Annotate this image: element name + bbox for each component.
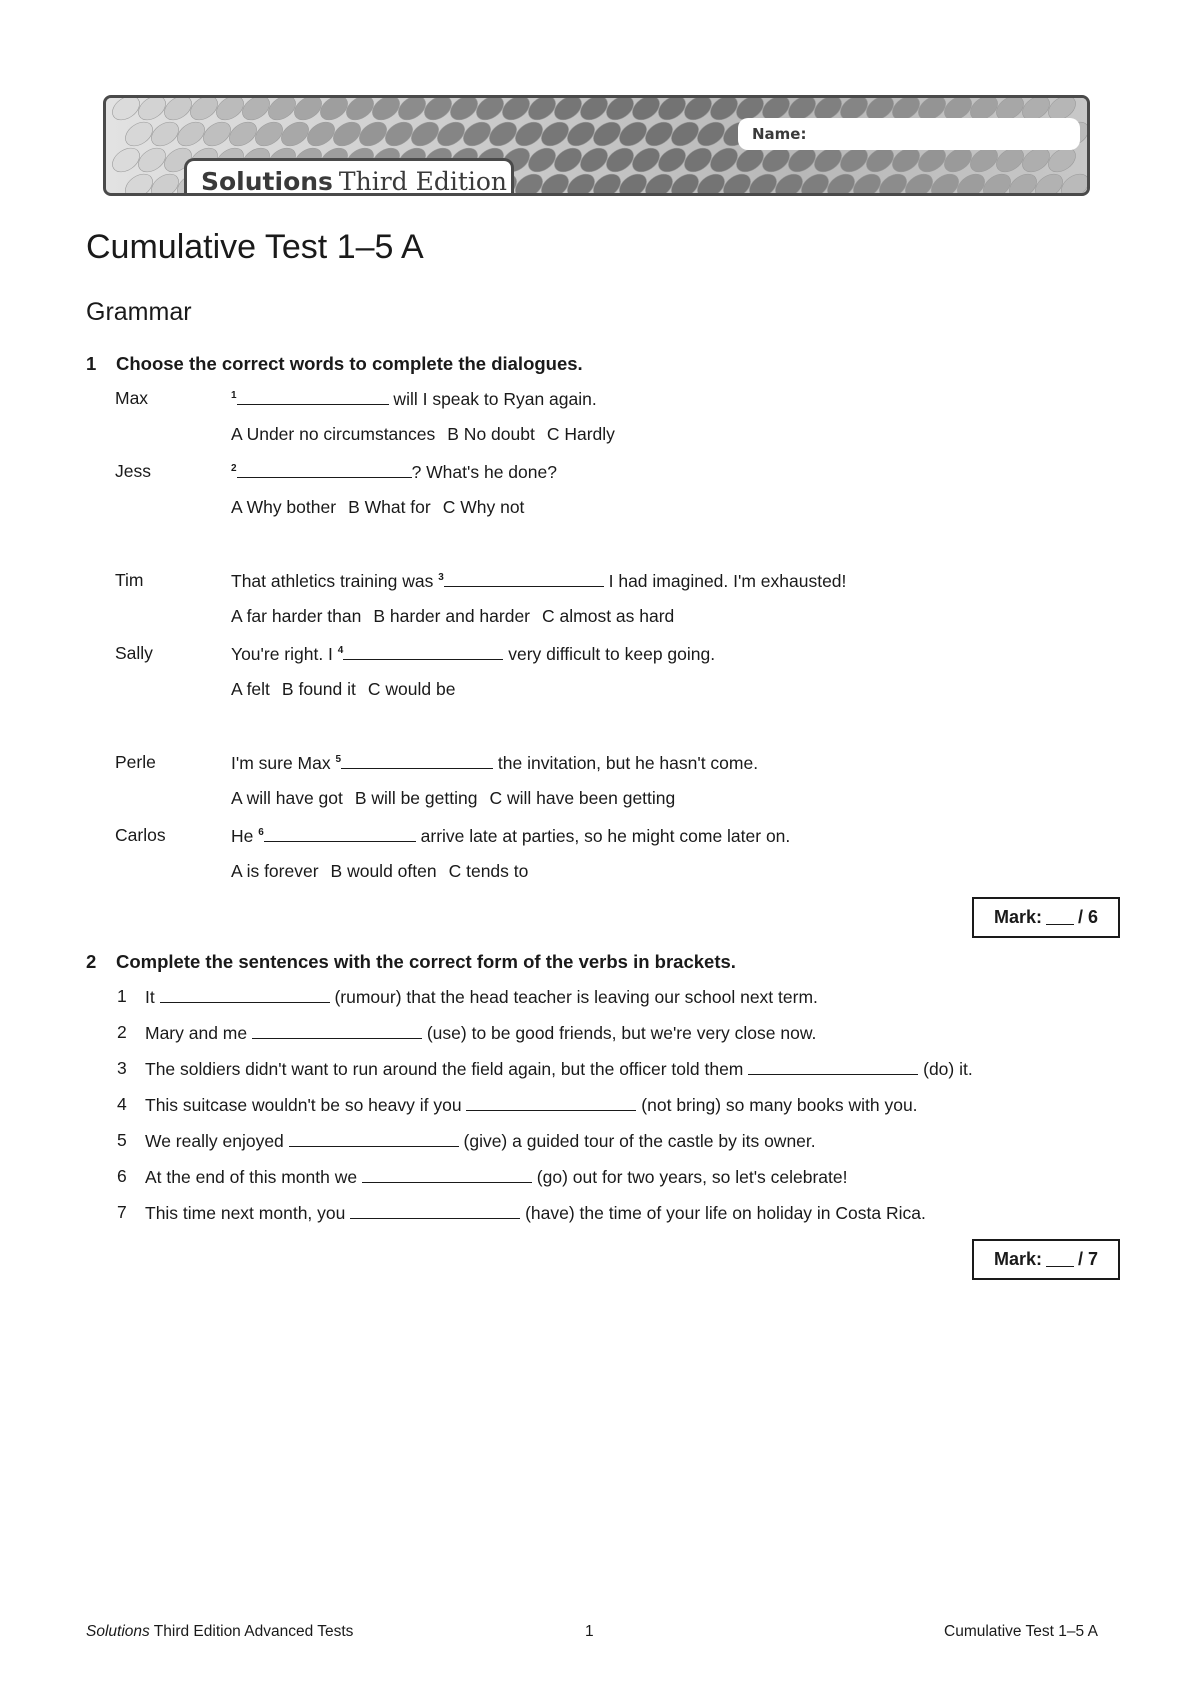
text-after: (use) to be good friends, but we're very close now. xyxy=(421,1023,817,1043)
sentence-number: 2 xyxy=(117,1022,127,1042)
brand-rest: Third Edition xyxy=(338,167,508,196)
gap-number: 2 xyxy=(231,463,237,475)
dialogue-line xyxy=(231,825,790,847)
gap-number: 1 xyxy=(231,390,237,402)
option-c[interactable]: C will have been getting xyxy=(489,788,676,808)
answer-blank[interactable] xyxy=(343,643,503,660)
mark-label: Mark: xyxy=(993,1249,1042,1269)
text-before: We really enjoyed xyxy=(145,1131,289,1151)
dialogue-line xyxy=(231,388,597,410)
text-after: (rumour) that the head teacher is leaving our school next term. xyxy=(329,987,818,1007)
q1-number: 1 xyxy=(86,353,97,374)
footer-left xyxy=(86,1623,353,1641)
mark-total: / 6 xyxy=(1078,907,1099,927)
answer-blank[interactable] xyxy=(748,1058,918,1075)
speaker-name: Perle xyxy=(115,752,156,772)
text-after: very difficult to keep going. xyxy=(503,644,716,664)
text-after: ? What's he done? xyxy=(411,462,557,482)
q1-heading xyxy=(86,353,583,375)
answer-blank[interactable] xyxy=(252,1022,422,1039)
text-before: Mary and me xyxy=(145,1023,252,1043)
options-line xyxy=(231,788,687,809)
name-field[interactable] xyxy=(738,118,1080,150)
text-after: (have) the time of your life on holiday in Costa Rica. xyxy=(520,1203,926,1223)
q2-instruction: Complete the sentences with the correct form of the verbs in brackets. xyxy=(116,951,736,972)
brand-bold: Solutions xyxy=(201,167,333,196)
text-before: That athletics training was xyxy=(231,571,439,591)
option-b[interactable]: B will be getting xyxy=(354,788,478,808)
sentence-item xyxy=(145,1022,816,1044)
speaker-name: Tim xyxy=(115,570,144,590)
option-b[interactable]: B harder and harder xyxy=(373,606,531,626)
option-a[interactable]: A Why bother xyxy=(231,497,337,517)
sentence-number: 6 xyxy=(117,1166,127,1186)
sentence-number: 7 xyxy=(117,1202,127,1222)
speaker-name: Jess xyxy=(115,461,151,481)
footer-brand: Solutions xyxy=(86,1623,150,1640)
answer-blank[interactable] xyxy=(350,1202,520,1219)
sentence-item xyxy=(145,1130,816,1152)
options-line xyxy=(231,497,536,518)
sentence-item xyxy=(145,986,818,1008)
sentence-item xyxy=(145,1058,973,1080)
text-before: You're right. I xyxy=(231,644,338,664)
options-line xyxy=(231,424,627,445)
option-b[interactable]: B No doubt xyxy=(447,424,535,444)
header-banner xyxy=(103,95,1090,196)
sentence-item xyxy=(145,1094,918,1116)
text-after: (go) out for two years, so let's celebrate! xyxy=(531,1167,848,1187)
option-b[interactable]: B would often xyxy=(330,861,437,881)
option-a[interactable]: A far harder than xyxy=(231,606,362,626)
brand-logo xyxy=(184,158,514,196)
sentence-item xyxy=(145,1202,926,1224)
name-label: Name: xyxy=(752,125,807,143)
sentence-number: 5 xyxy=(117,1130,127,1150)
text-after: (not bring) so many books with you. xyxy=(636,1095,918,1115)
footer-title: Third Edition Advanced Tests xyxy=(149,1623,354,1640)
option-a[interactable]: A Under no circumstances xyxy=(231,424,436,444)
dialogue-line xyxy=(231,643,715,665)
text-before: He xyxy=(231,826,259,846)
footer-page-number: 1 xyxy=(585,1623,594,1640)
text-after: will I speak to Ryan again. xyxy=(388,389,597,409)
gap-number: 6 xyxy=(258,827,264,839)
answer-blank[interactable] xyxy=(466,1094,636,1111)
text-before: I'm sure Max xyxy=(231,753,336,773)
q1-mark-box xyxy=(972,897,1120,938)
text-before: At the end of this month we xyxy=(145,1167,362,1187)
option-c[interactable]: C Why not xyxy=(442,497,525,517)
option-c[interactable]: C almost as hard xyxy=(542,606,675,626)
sentence-item xyxy=(145,1166,848,1188)
sentence-number: 4 xyxy=(117,1094,127,1114)
options-line xyxy=(231,606,686,627)
answer-blank[interactable] xyxy=(341,752,493,769)
page-title: Cumulative Test 1–5 A xyxy=(86,228,424,266)
speaker-name: Sally xyxy=(115,643,153,663)
text-after: (give) a guided tour of the castle by its owner. xyxy=(458,1131,816,1151)
mark-total: / 7 xyxy=(1078,1249,1099,1269)
text-before: The soldiers didn't want to run around the field again, but the officer told them xyxy=(145,1059,749,1079)
option-c[interactable]: C Hardly xyxy=(546,424,615,444)
mark-label: Mark: xyxy=(993,907,1042,927)
q2-mark-box xyxy=(972,1239,1120,1280)
sentence-number: 1 xyxy=(117,986,127,1006)
speaker-name: Max xyxy=(115,388,149,408)
option-b[interactable]: B What for xyxy=(348,497,431,517)
text-before: This time next month, you xyxy=(145,1203,351,1223)
option-a[interactable]: A will have got xyxy=(231,788,343,808)
gap-number: 4 xyxy=(337,645,344,657)
option-c[interactable]: C would be xyxy=(367,679,456,699)
options-line xyxy=(231,679,467,700)
text-after: (do) it. xyxy=(918,1059,973,1079)
gap-number: 3 xyxy=(438,572,444,584)
sentence-number: 3 xyxy=(117,1058,127,1078)
dialogue-line xyxy=(231,752,758,774)
text-before: It xyxy=(145,987,160,1007)
answer-blank[interactable] xyxy=(362,1166,532,1183)
option-a[interactable]: A felt xyxy=(231,679,270,699)
option-b[interactable]: B found it xyxy=(281,679,356,699)
answer-blank[interactable] xyxy=(160,986,330,1003)
text-after: the invitation, but he hasn't come. xyxy=(493,753,759,773)
answer-blank[interactable] xyxy=(237,388,389,405)
answer-blank[interactable] xyxy=(264,825,416,842)
option-c[interactable]: C tends to xyxy=(448,861,529,881)
options-line xyxy=(231,861,540,882)
answer-blank[interactable] xyxy=(237,461,412,478)
dialogue-line xyxy=(231,570,846,592)
dialogue-line xyxy=(231,461,557,483)
speaker-name: Carlos xyxy=(115,825,166,845)
answer-blank[interactable] xyxy=(289,1130,459,1147)
q2-number: 2 xyxy=(86,951,97,972)
text-before: This suitcase wouldn't be so heavy if you xyxy=(145,1095,467,1115)
q2-heading xyxy=(86,951,736,973)
text-after: I had imagined. I'm exhausted! xyxy=(603,571,847,591)
gap-number: 5 xyxy=(335,754,342,766)
answer-blank[interactable] xyxy=(444,570,604,587)
section-heading: Grammar xyxy=(86,298,192,326)
text-after: arrive late at parties, so he might come later on. xyxy=(415,826,791,846)
mark-blank[interactable] xyxy=(1046,910,1074,925)
mark-blank[interactable] xyxy=(1046,1252,1074,1267)
footer-right: Cumulative Test 1–5 A xyxy=(944,1623,1098,1640)
q1-instruction: Choose the correct words to complete the dialogues. xyxy=(116,353,583,374)
option-a[interactable]: A is forever xyxy=(231,861,319,881)
